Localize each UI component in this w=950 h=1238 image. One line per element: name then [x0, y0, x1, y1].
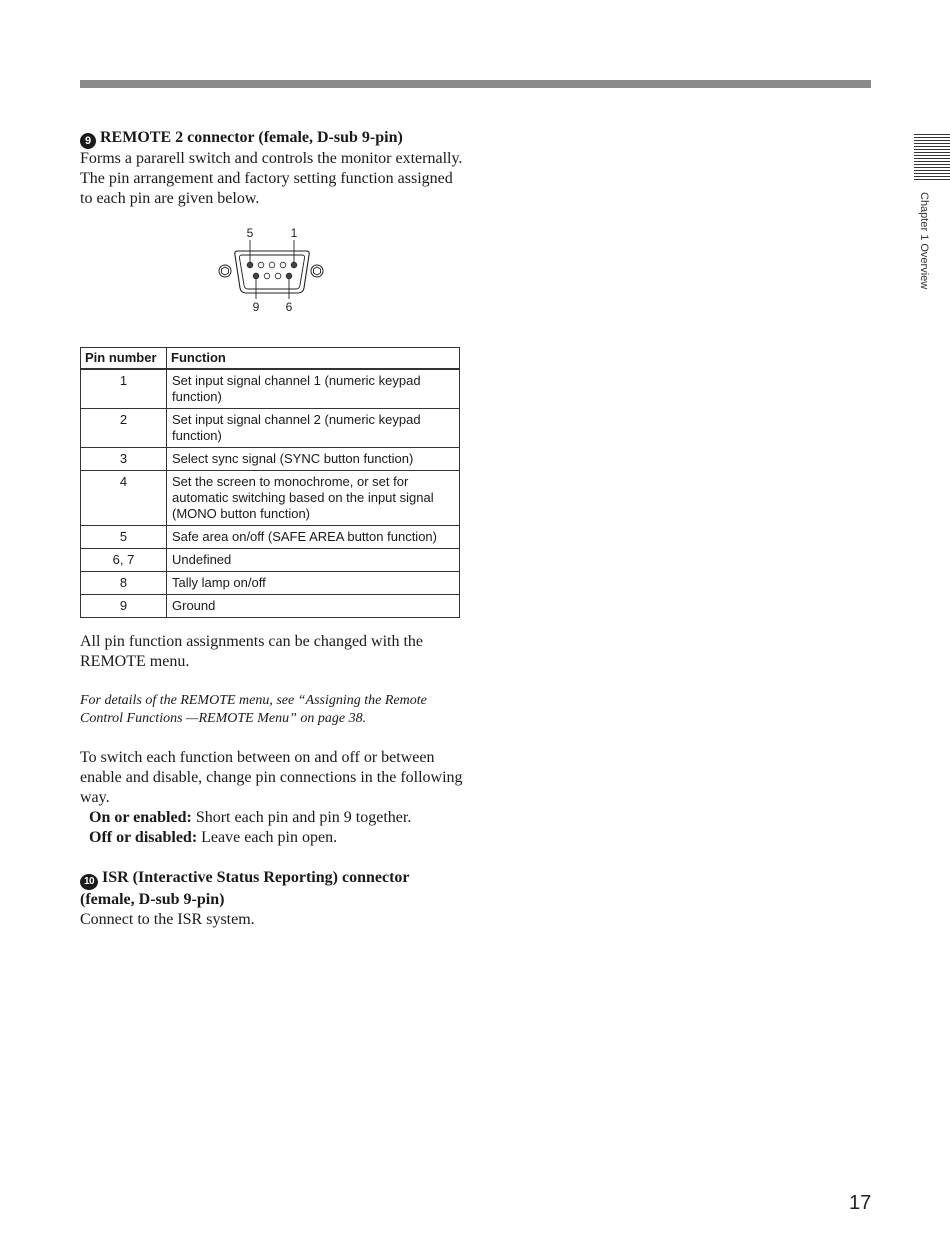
function-cell: Set the screen to monochrome, or set for automatic switching based on the input signal (MONO button function): [167, 471, 460, 526]
switch-instructions: To switch each function between on and off or between enable and disable, change pin connections in the following way.: [80, 749, 463, 806]
section-9-title: [80, 128, 465, 149]
pin-cell: 2: [81, 409, 167, 448]
table-row: [81, 595, 460, 618]
pin-cell: 9: [81, 595, 167, 618]
section-10-title-text: ISR (Interactive Status Reporting) connector (female, D-sub 9-pin): [80, 869, 410, 908]
pin-cell: 3: [81, 448, 167, 471]
chapter-label: Chapter 1 Overview: [918, 192, 930, 290]
pin-cell: 6, 7: [81, 549, 167, 572]
pin-label-6: 6: [285, 300, 293, 313]
pin-cell: 1: [81, 369, 167, 409]
section-10-number: 10: [80, 874, 98, 890]
dsub-connector-icon: [210, 227, 330, 313]
pin-label-5: 5: [246, 227, 254, 240]
on-enabled-line: [80, 808, 465, 828]
function-cell: Undefined: [167, 549, 460, 572]
header-function: Function: [167, 348, 460, 370]
pin-function-table: [80, 347, 460, 618]
top-rule: [80, 80, 871, 88]
off-disabled-line: [80, 828, 465, 848]
chapter-tab-lines: [914, 134, 950, 180]
after-table-text: All pin function assignments can be changed with the REMOTE menu.: [80, 633, 424, 670]
table-row: [81, 448, 460, 471]
function-cell: Set input signal channel 2 (numeric keypad function): [167, 409, 460, 448]
section-9-title-text: REMOTE 2 connector (female, D-sub 9-pin): [100, 129, 403, 146]
pin-label-1: 1: [290, 227, 298, 240]
table-header-row: [81, 348, 460, 370]
on-text: Short each pin and pin 9 together.: [195, 809, 412, 826]
table-row: [81, 526, 460, 549]
function-cell: Select sync signal (SYNC button function): [167, 448, 460, 471]
connector-diagram: [80, 227, 465, 327]
function-cell: Ground: [167, 595, 460, 618]
chapter-tab: [914, 134, 950, 180]
header-pin-number: Pin number: [81, 348, 167, 370]
pin-cell: 4: [81, 471, 167, 526]
function-cell: Tally lamp on/off: [167, 572, 460, 595]
table-row: [81, 409, 460, 448]
pin-cell: 5: [81, 526, 167, 549]
function-cell: Safe area on/off (SAFE AREA button function): [167, 526, 460, 549]
section-9-number: 9: [80, 133, 96, 149]
section-10-text: Connect to the ISR system.: [80, 911, 255, 928]
on-label: On or enabled:: [89, 809, 192, 826]
table-row: [81, 572, 460, 595]
pin-cell: 8: [81, 572, 167, 595]
reference-note: For details of the REMOTE menu, see “Assigning the Remote Control Functions —REMOTE Menu” on page 38.: [80, 693, 427, 726]
off-label: Off or disabled:: [89, 829, 198, 846]
pin-label-9: 9: [252, 300, 260, 313]
main-content: [80, 128, 465, 930]
section-10-title: [80, 868, 465, 910]
function-cell: Set input signal channel 1 (numeric keypad function): [167, 369, 460, 409]
table-row: [81, 471, 460, 526]
page-number: 17: [849, 1192, 872, 1214]
table-row: [81, 369, 460, 409]
off-text: Leave each pin open.: [201, 829, 338, 846]
table-row: [81, 549, 460, 572]
section-9-intro: Forms a pararell switch and controls the monitor externally. The pin arrangement and factory setting function assigned to each pin are given below.: [80, 150, 463, 207]
